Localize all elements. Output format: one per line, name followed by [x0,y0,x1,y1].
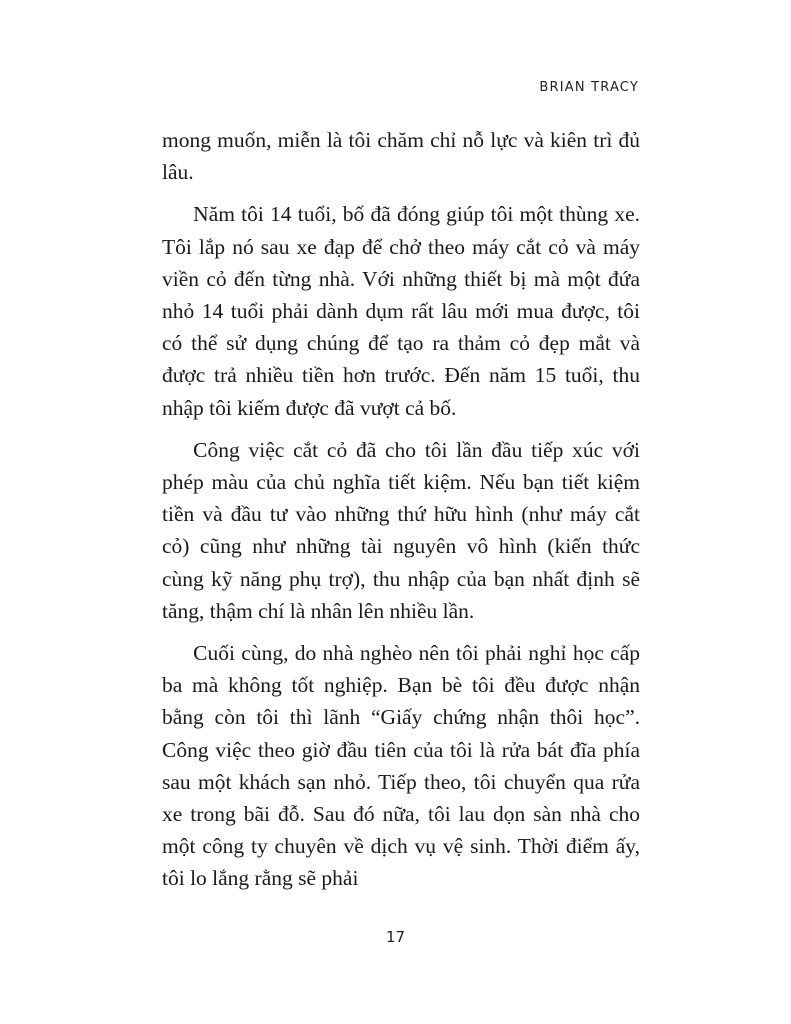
body-text [162,124,640,905]
paragraph: Cuối cùng, do nhà nghèo nên tôi phải nghỉ học cấp ba mà không tốt nghiệp. Bạn bè tôi đều được nhận bằng còn tôi thì lãnh “Giấy chứng nhận thôi học”. Công việc theo giờ đầu tiên của tôi là rửa bát đĩa phía sau một khách sạn nhỏ. Tiếp theo, tôi chuyển qua rửa xe trong bãi đỗ. Sau đó nữa, tôi lau dọn sàn nhà cho một công ty chuyên về dịch vụ vệ sinh. Thời điểm ấy, tôi lo lắng rằng sẽ phải [162,641,640,891]
paragraph: Công việc cắt cỏ đã cho tôi lần đầu tiếp xúc với phép màu của chủ nghĩa tiết kiệm. Nếu bạn tiết kiệm tiền và đầu tư vào những thứ hữu hình (như máy cắt cỏ) cũng như những tài nguyên vô hình (kiến thức cùng kỹ năng phụ trợ), thu nhập của bạn nhất định sẽ tăng, thậm chí là nhân lên nhiều lần. [162,437,640,623]
page-number: 17 [385,928,406,946]
paragraph-continued: mong muốn, miễn là tôi chăm chỉ nỗ lực và kiên trì đủ lâu. [162,128,640,185]
running-header-author: BRIAN TRACY [539,80,639,95]
paragraph: Năm tôi 14 tuổi, bố đã đóng giúp tôi một thùng xe. Tôi lắp nó sau xe đạp để chở theo máy cắt cỏ và máy viền cỏ đến từng nhà. Với những thiết bị mà một đứa nhỏ 14 tuổi phải dành dụm rất lâu mới mua được, tôi có thể sử dụng chúng để tạo ra thảm cỏ đẹp mắt và được trả nhiều tiền hơn trước. Đến năm 15 tuổi, thu nhập tôi kiếm được đã vượt cả bố. [162,202,640,420]
